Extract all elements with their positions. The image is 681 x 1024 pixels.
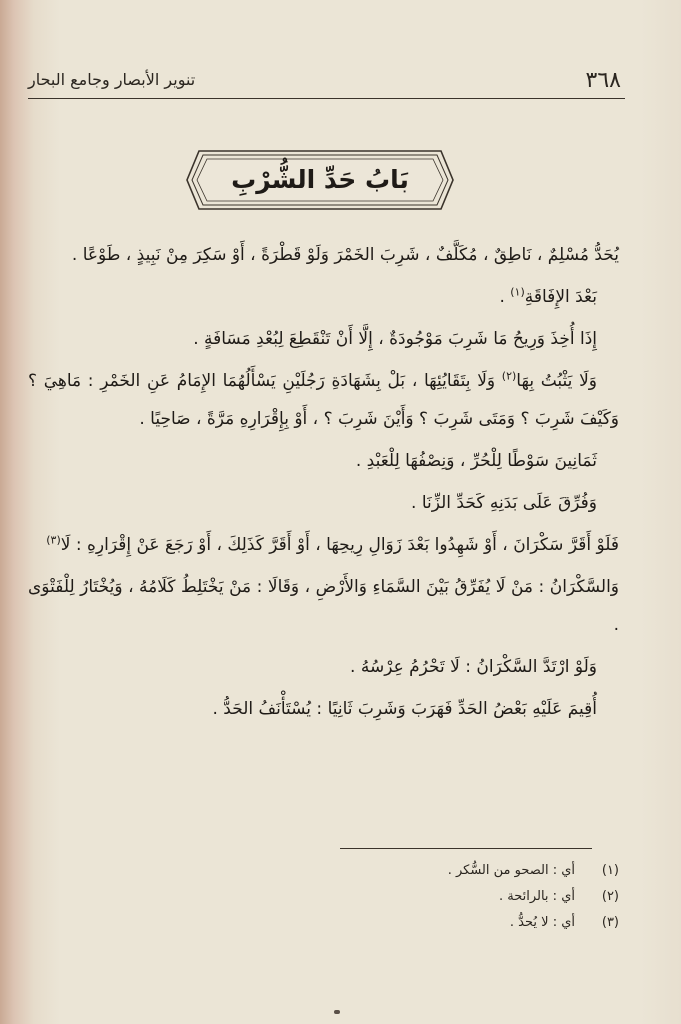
chapter-title-frame (185, 149, 455, 211)
paragraph (28, 362, 619, 438)
footnotes (200, 858, 619, 936)
paragraph: وَلَوْ ارْتَدَّ السَّكْرَانُ : لَا تَحْرُمُ عِرْسُهُ . (350, 657, 597, 677)
paragraph-text: وَلَا يَثْبُتُ بِهَا (516, 371, 597, 391)
book-title: تنوير الأبصار وجامع البحار (28, 70, 196, 89)
running-head (28, 68, 621, 96)
paragraph-text: فَلَوْ أَقَرَّ سَكْرَانَ ، أَوْ شَهِدُوا بَعْدَ زَوَالِ رِيحِهَا ، أَوْ أَقَرَّ كَذَلِكَ ، أَوْ رَجَعَ عَنْ إِقْرَارِهِ : لَا (60, 535, 619, 555)
footnote (200, 858, 619, 884)
paragraph-text: وَلَا بِتَقَايُئِهَا ، بَلْ بِشَهَادَةِ رَجُلَيْنِ يَسْأَلُهُمَا الإِمَامُ عَنِ الخَمْرِ : مَاهِيَ ؟ وَكَيْفَ شَرِبَ ؟ وَمَتَى شَرِبَ ؟ وَأَيْنَ شَرِبَ ؟ ، أَوْ بِإِقْرَارِهِ مَرَّةً ، صَاحِيًا . (28, 371, 619, 429)
footnote-number: (٣) (601, 915, 619, 930)
footnote-number: (٢) (601, 889, 619, 904)
footnote (200, 884, 619, 910)
footnote-text: أي : لا يُحدُّ . (509, 915, 575, 930)
footnote (200, 910, 619, 936)
paragraph: إِذَا أُخِذَ وَرِيحُ مَا شَرِبَ مَوْجُودَةٌ ، إِلَّا أَنْ تَنْقَطِعَ لِبُعْدِ مَسَافَةٍ . (193, 329, 597, 349)
paragraph: ثَمَانِينَ سَوْطًا لِلْحُرِّ ، وَنِصْفُهَا لِلْعَبْدِ . (355, 451, 597, 471)
print-mark (334, 1010, 340, 1014)
header-divider (28, 98, 625, 99)
main-text (28, 236, 619, 732)
paragraph-text: . (499, 287, 511, 307)
chapter-title: بَابُ حَدِّ الشُّرْبِ (231, 165, 409, 194)
footnote-text: أي : بالرائحة . (498, 889, 575, 904)
paragraph (28, 278, 619, 316)
footnote-divider (340, 848, 592, 849)
paragraph: وَفُرِّقَ عَلَى بَدَنِهِ كَحَدِّ الزِّنَا . (411, 493, 597, 513)
footnote-reference: (٣) (46, 533, 61, 547)
paragraph-text: بَعْدَ الإِفَاقَةِ (524, 287, 597, 307)
footnote-reference: (٢) (501, 369, 517, 383)
footnote-text: أي : الصحو من السُّكر . (447, 863, 575, 878)
footnote-number: (١) (601, 863, 619, 878)
paragraph: وَالسَّكْرَانُ : مَنْ لَا يُفَرِّقُ بَيْنَ السَّمَاءِ وَالأَرْضِ ، وَقَالَا : مَنْ يَخْتَلِطُ كَلَامُهُ ، وَيُخْتَارُ لِلْفَتْوَى . (28, 577, 619, 635)
page-number: ٣٦٨ (585, 68, 621, 93)
paragraph: يُحَدُّ مُسْلِمٌ ، نَاطِقٌ ، مُكَلَّفٌ ، شَرِبَ الخَمْرَ وَلَوْ قَطْرَةً ، أَوْ سَكِرَ مِنْ نَبِيذٍ ، طَوْعًا . (71, 245, 619, 265)
paragraph: أُقِيمَ عَلَيْهِ بَعْضُ الحَدِّ فَهَرَبَ وَشَرِبَ ثَانِيًا : يُسْتَأْنَفُ الحَدُّ . (212, 699, 597, 719)
paragraph (28, 526, 619, 564)
footnote-reference: (١) (510, 285, 525, 299)
